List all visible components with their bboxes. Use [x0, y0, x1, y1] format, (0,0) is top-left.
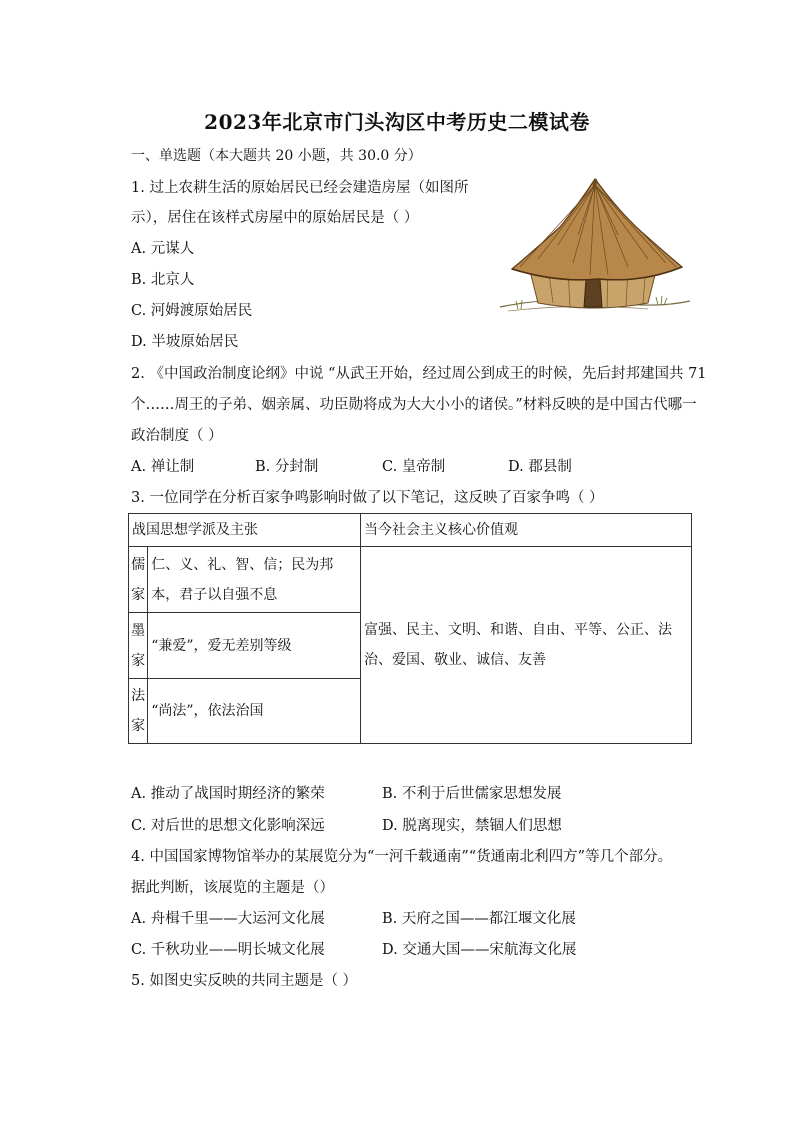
q3-option-c[interactable]: C. 对后世的思想文化影响深远 [131, 818, 325, 834]
q1-option-c[interactable]: C. 河姆渡原始居民 [131, 303, 253, 319]
q4-option-b[interactable]: B. 天府之国——都江堰文化展 [382, 911, 576, 927]
page-title: 2023年北京市门头沟区中考历史二模试卷 [204, 110, 590, 134]
q2-option-a[interactable]: A. 禅让制 [131, 459, 195, 475]
q2-line-3: 政治制度（ ） [131, 428, 223, 444]
q2-option-c[interactable]: C. 皇帝制 [382, 459, 446, 475]
q5-line-1: 5. 如图史实反映的共同主题是（ ） [131, 973, 358, 989]
table-idea-mo: “兼爱”，爱无差别等级 [148, 613, 361, 679]
table-school-mo: 墨家 [129, 613, 148, 679]
q4-option-d[interactable]: D. 交通大国——宋航海文化展 [382, 942, 577, 958]
q3-comparison-table [128, 513, 692, 744]
table-idea-ru: 仁、义、礼、智、信；民为邦本，君子以自强不息 [148, 547, 361, 613]
q1-line-2: 示），居住在该样式房屋中的原始居民是（ ） [131, 210, 419, 226]
q3-option-a[interactable]: A. 推动了战国时期经济的繁荣 [131, 786, 325, 802]
thatched-hut-image [498, 175, 692, 317]
q4-line-2: 据此判断，该展览的主题是（） [131, 880, 334, 896]
section-heading: 一、单选题（本大题共 20 小题，共 30.0 分） [131, 148, 422, 164]
table-school-ru: 儒家 [129, 547, 148, 613]
table-header-left: 战国思想学派及主张 [129, 514, 361, 547]
table-core-values: 富强、民主、文明、和谐、自由、平等、公正、法治、爱国、敬业、诚信、友善 [361, 547, 692, 744]
table-school-fa: 法家 [129, 679, 148, 744]
q3-option-d[interactable]: D. 脱离现实，禁锢人们思想 [382, 818, 562, 834]
q4-line-1: 4. 中国国家博物馆举办的某展览分为“一河千载通南”“货通南北利四方”等几个部分。 [131, 849, 673, 865]
q2-line-1: 2. 《中国政治制度论纲》中说 “从武王开始，经过周公到成王的时候，先后封邦建国共 71 [131, 366, 707, 382]
q3-option-b[interactable]: B. 不利于后世儒家思想发展 [382, 786, 562, 802]
q1-option-d[interactable]: D. 半坡原始居民 [131, 334, 239, 350]
q4-option-a[interactable]: A. 舟楫千里——大运河文化展 [131, 911, 325, 927]
q1-option-b[interactable]: B. 北京人 [131, 272, 195, 288]
q1-option-a[interactable]: A. 元谋人 [131, 241, 195, 257]
q4-option-c[interactable]: C. 千秋功业——明长城文化展 [131, 942, 325, 958]
q3-line-1: 3. 一位同学在分析百家争鸣影响时做了以下笔记，这反映了百家争鸣（ ） [131, 490, 604, 506]
q2-option-b[interactable]: B. 分封制 [255, 459, 319, 475]
table-idea-fa: “尚法”，依法治国 [148, 679, 361, 744]
q1-line-1: 1. 过上农耕生活的原始居民已经会建造房屋（如图所 [131, 180, 469, 196]
table-header-right: 当今社会主义核心价值观 [361, 514, 692, 547]
q2-option-d[interactable]: D. 郡县制 [508, 459, 572, 475]
q2-line-2: 个……周王的子弟、姻亲属、功臣勋将成为大大小小的诸侯。”材料反映的是中国古代哪一 [131, 397, 697, 413]
